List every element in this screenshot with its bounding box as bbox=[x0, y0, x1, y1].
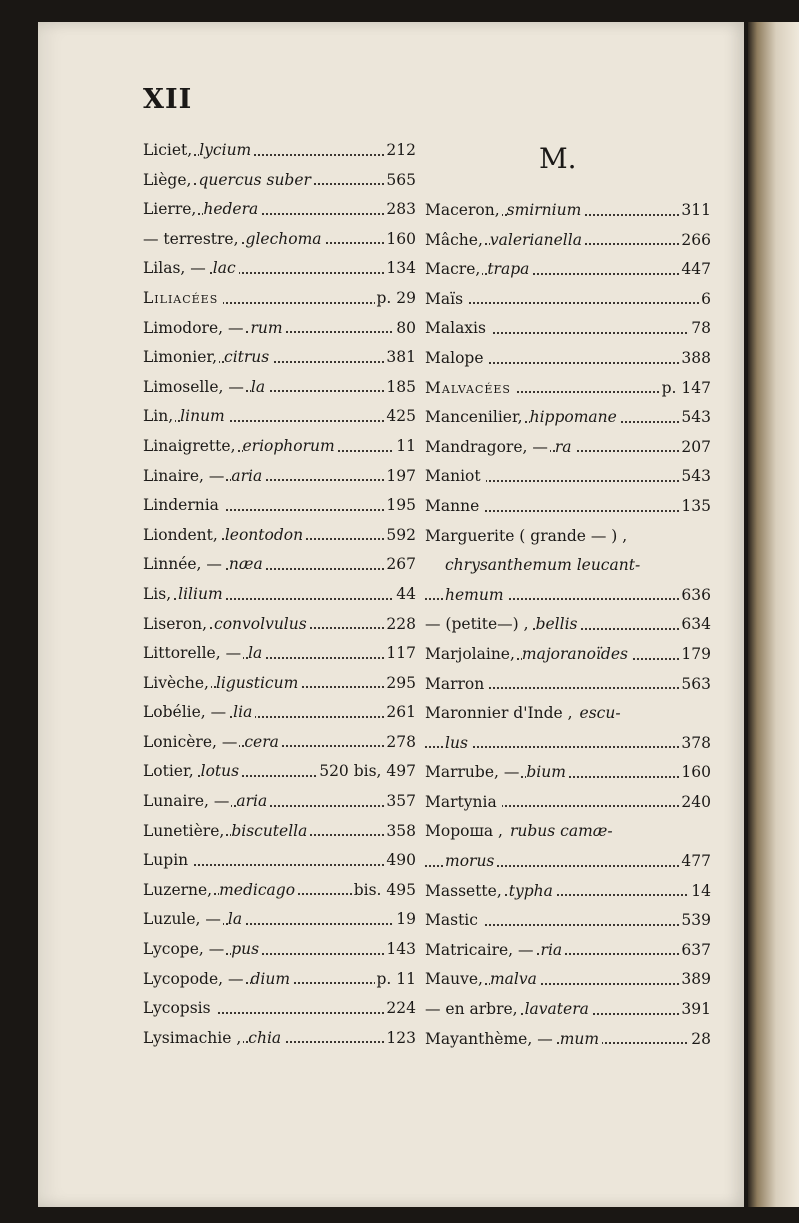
index-entry bbox=[143, 432, 416, 462]
entry-scientific-name: eriophorum bbox=[243, 437, 338, 455]
index-entry bbox=[143, 876, 416, 906]
entry-term: Lobélie, — bbox=[143, 703, 227, 722]
entry-scientific-name: hemum bbox=[445, 586, 507, 604]
entry-scientific-name: lycium bbox=[199, 141, 254, 159]
entry-term: Malaxis bbox=[425, 319, 486, 338]
entry-term: Lotier, bbox=[143, 762, 194, 781]
entry-scientific-name: cera bbox=[244, 733, 282, 751]
entry-term: Lonicère, — bbox=[143, 732, 238, 751]
index-entry bbox=[143, 166, 416, 196]
entry-scientific-name: ligusticum bbox=[216, 674, 301, 692]
entry-scientific-name: valerianella bbox=[490, 231, 585, 249]
entry-page-ref: 135 bbox=[679, 492, 711, 522]
entry-page-ref: 388 bbox=[679, 344, 711, 374]
index-entry bbox=[425, 640, 711, 670]
index-entry bbox=[425, 995, 711, 1025]
entry-page-ref: 447 bbox=[679, 255, 711, 285]
index-entry bbox=[425, 433, 711, 463]
entry-scientific-name: rum bbox=[250, 319, 285, 337]
entry-term: Lycope, — bbox=[143, 940, 225, 959]
index-entry bbox=[425, 610, 711, 640]
index-entry bbox=[143, 639, 416, 669]
entry-term: Lunaire, — bbox=[143, 792, 230, 811]
entry-page-ref: 179 bbox=[679, 640, 711, 670]
index-entry bbox=[143, 373, 416, 403]
entry-page-ref: 28 bbox=[689, 1025, 711, 1055]
index-entry bbox=[143, 994, 416, 1024]
index-entry bbox=[143, 314, 416, 344]
entry-scientific-name: bellis bbox=[536, 615, 581, 633]
entry-term: — (petite—) , bbox=[425, 615, 529, 634]
entry-term: Мороша , bbox=[425, 822, 503, 841]
entry-scientific-name bbox=[486, 349, 489, 367]
index-entry bbox=[143, 1024, 416, 1054]
entry-page-ref: 477 bbox=[679, 847, 711, 877]
index-entry bbox=[425, 699, 711, 729]
entry-term: Lupin bbox=[143, 851, 189, 870]
entry-term: Lycopode, — bbox=[143, 969, 244, 988]
entry-term: Mandragore, — bbox=[425, 437, 548, 456]
entry-page-ref: 425 bbox=[384, 402, 416, 432]
entry-page-ref: 6 bbox=[699, 285, 711, 315]
entry-page-ref: 240 bbox=[679, 788, 711, 818]
entry-page-ref: 19 bbox=[394, 905, 416, 935]
entry-scientific-name: mum bbox=[560, 1030, 602, 1048]
entry-scientific-name: dium bbox=[251, 970, 294, 988]
entry-term: Lis, bbox=[143, 584, 172, 603]
entry-scientific-name: la bbox=[228, 910, 245, 928]
entry-term: Limodore, — bbox=[143, 318, 244, 337]
entry-term: Mauve, bbox=[425, 970, 483, 989]
entry-scientific-name: ria bbox=[541, 941, 566, 959]
entry-term: Littorelle, — bbox=[143, 644, 242, 663]
index-entry bbox=[143, 787, 416, 817]
entry-page-ref: 134 bbox=[384, 254, 416, 284]
entry-term: Marguerite ( grande — ) , bbox=[425, 526, 628, 545]
entry-page-ref: 490 bbox=[384, 846, 416, 876]
index-entry bbox=[425, 255, 711, 285]
index-entry bbox=[425, 729, 711, 759]
entry-scientific-name bbox=[483, 467, 486, 485]
index-entry bbox=[425, 670, 711, 700]
index-entry bbox=[425, 314, 711, 344]
entry-page-ref: 224 bbox=[384, 994, 416, 1024]
entry-scientific-name: lac bbox=[213, 259, 239, 277]
index-entry bbox=[143, 580, 416, 610]
entry-term: Lin, bbox=[143, 407, 174, 426]
entry-term: Linaire, — bbox=[143, 466, 225, 485]
entry-page-ref: 358 bbox=[384, 817, 416, 847]
entry-scientific-name: malva bbox=[490, 970, 540, 988]
entry-scientific-name: lilium bbox=[178, 585, 226, 603]
entry-scientific-name: convolvulus bbox=[214, 615, 310, 633]
entry-term: Liondent, bbox=[143, 525, 218, 544]
entry-scientific-name bbox=[499, 793, 502, 811]
entry-term: Maceron, bbox=[425, 201, 500, 219]
index-entry bbox=[425, 226, 711, 256]
index-entry bbox=[143, 343, 416, 373]
entry-scientific-name: smirnium bbox=[507, 201, 585, 219]
index-entry bbox=[143, 965, 416, 995]
entry-page-ref: 278 bbox=[384, 728, 416, 758]
entry-term: Lierre, bbox=[143, 200, 197, 219]
entry-term: — terrestre, bbox=[143, 229, 239, 248]
entry-scientific-name: aria bbox=[231, 467, 265, 485]
entry-scientific-name: morus bbox=[445, 852, 497, 870]
index-entry bbox=[143, 254, 416, 284]
index-entry bbox=[143, 402, 416, 432]
entry-scientific-name: linum bbox=[180, 407, 228, 425]
index-entry bbox=[425, 344, 711, 374]
entry-page-ref: 44 bbox=[394, 580, 416, 610]
index-entry bbox=[425, 551, 711, 581]
entry-scientific-name: chrysanthemum leucant- bbox=[445, 556, 643, 574]
entry-scientific-name bbox=[486, 675, 489, 693]
index-entry bbox=[425, 758, 711, 788]
entry-term: Liliacées bbox=[143, 288, 219, 307]
entry-scientific-name: aria bbox=[236, 792, 270, 810]
index-entry bbox=[143, 491, 416, 521]
index-entry bbox=[143, 846, 416, 876]
entry-term: Lindernia bbox=[143, 496, 219, 515]
entry-scientific-name: chia bbox=[248, 1029, 284, 1047]
entry-page-ref: 212 bbox=[384, 136, 416, 166]
entry-scientific-name: lotus bbox=[201, 762, 242, 780]
entry-page-ref: p. 11 bbox=[375, 965, 417, 995]
index-entry bbox=[143, 521, 416, 551]
entry-term: Mastic bbox=[425, 911, 478, 930]
entry-scientific-name: hippomane bbox=[530, 408, 620, 426]
index-entry bbox=[425, 877, 711, 907]
entry-scientific-name bbox=[465, 290, 468, 308]
entry-scientific-name: næa bbox=[229, 555, 266, 573]
index-entry bbox=[143, 905, 416, 935]
index-entry bbox=[425, 817, 711, 847]
entry-scientific-name bbox=[480, 911, 483, 929]
entry-page-ref: 207 bbox=[679, 433, 711, 463]
entry-page-ref: 543 bbox=[679, 403, 711, 433]
entry-term: Maïs bbox=[425, 289, 464, 308]
entry-scientific-name: rubus camæ- bbox=[510, 822, 616, 840]
index-entry bbox=[143, 550, 416, 580]
entry-term: Luzule, — bbox=[143, 910, 221, 929]
entry-page-ref: 283 bbox=[384, 195, 416, 225]
entry-term: Marrube, — bbox=[425, 763, 520, 782]
entry-page-ref: 592 bbox=[384, 521, 416, 551]
entry-scientific-name bbox=[190, 851, 193, 869]
entry-page-ref: 228 bbox=[384, 610, 416, 640]
index-column-right bbox=[425, 196, 711, 1054]
entry-term: Malope bbox=[425, 348, 484, 367]
entry-page-ref: 80 bbox=[394, 314, 416, 344]
entry-page-ref: 160 bbox=[679, 758, 711, 788]
entry-term: Linaigrette, bbox=[143, 436, 236, 455]
index-entry bbox=[425, 374, 711, 404]
entry-page-ref: 391 bbox=[679, 995, 711, 1025]
entry-page-ref: 185 bbox=[384, 373, 416, 403]
index-entry bbox=[425, 847, 711, 877]
entry-term: Macre, bbox=[425, 260, 481, 279]
entry-page-ref: 295 bbox=[384, 669, 416, 699]
entry-scientific-name: lia bbox=[233, 703, 255, 721]
entry-scientific-name: pus bbox=[231, 940, 262, 958]
entry-scientific-name bbox=[513, 379, 516, 397]
index-entry bbox=[143, 284, 416, 314]
entry-scientific-name: escu- bbox=[580, 704, 624, 722]
entry-term: Maronnier d'Inde , bbox=[425, 704, 573, 723]
entry-page-ref: 543 bbox=[679, 462, 711, 492]
entry-scientific-name: ra bbox=[555, 438, 575, 456]
entry-page-ref: 266 bbox=[679, 226, 711, 256]
index-entry bbox=[425, 788, 711, 818]
index-entry bbox=[425, 1025, 711, 1055]
index-entry bbox=[143, 225, 416, 255]
index-entry bbox=[425, 196, 711, 226]
entry-scientific-name: biscutella bbox=[231, 822, 310, 840]
section-heading-m: M. bbox=[539, 142, 577, 175]
entry-page-ref: 117 bbox=[384, 639, 416, 669]
entry-page-ref: 78 bbox=[689, 314, 711, 344]
entry-page-ref: 378 bbox=[679, 729, 711, 759]
index-entry bbox=[143, 757, 416, 787]
entry-term: Mancenilier, bbox=[425, 408, 523, 427]
entry-term: Mayanthème, — bbox=[425, 1029, 553, 1048]
index-entry bbox=[143, 935, 416, 965]
entry-page-ref: bis. 495 bbox=[352, 876, 416, 906]
entry-term: Linnée, — bbox=[143, 555, 222, 574]
entry-term: Liciet, bbox=[143, 141, 193, 159]
entry-scientific-name bbox=[221, 496, 224, 514]
index-entry bbox=[143, 669, 416, 699]
entry-scientific-name: glechoma bbox=[246, 230, 325, 248]
entry-page-ref: 539 bbox=[679, 906, 711, 936]
entry-page-ref: 565 bbox=[384, 166, 416, 196]
entry-page-ref: 636 bbox=[679, 581, 711, 611]
entry-page-ref: 160 bbox=[384, 225, 416, 255]
entry-term: Limoselle, — bbox=[143, 377, 244, 396]
index-entry bbox=[425, 403, 711, 433]
entry-term: Limonier, bbox=[143, 348, 218, 367]
entry-page-ref: 14 bbox=[689, 877, 711, 907]
index-entry bbox=[425, 936, 711, 966]
index-entry bbox=[425, 285, 711, 315]
entry-page-ref: 143 bbox=[384, 935, 416, 965]
entry-page-ref: p. 147 bbox=[660, 374, 711, 404]
index-entry bbox=[143, 462, 416, 492]
entry-page-ref: 197 bbox=[384, 462, 416, 492]
entry-term: Lunetière, bbox=[143, 821, 225, 840]
index-entry bbox=[425, 581, 711, 611]
index-entry bbox=[143, 195, 416, 225]
entry-term: Marron bbox=[425, 674, 485, 693]
entry-term: Lilas, — bbox=[143, 259, 206, 278]
entry-scientific-name: lus bbox=[445, 734, 471, 752]
entry-term: Lycopsis bbox=[143, 999, 211, 1018]
index-entry bbox=[425, 906, 711, 936]
entry-page-ref: p. 29 bbox=[375, 284, 417, 314]
entry-term: Manne bbox=[425, 496, 480, 515]
entry-page-ref: 637 bbox=[679, 936, 711, 966]
index-entry bbox=[143, 610, 416, 640]
entry-scientific-name bbox=[220, 289, 223, 307]
entry-term: Massette, bbox=[425, 881, 502, 900]
entry-page-ref: 563 bbox=[679, 670, 711, 700]
index-entry bbox=[143, 136, 416, 166]
entry-scientific-name bbox=[629, 527, 632, 545]
entry-page-ref: 195 bbox=[384, 491, 416, 521]
entry-term: Martynia bbox=[425, 792, 497, 811]
entry-scientific-name: la bbox=[251, 378, 268, 396]
entry-page-ref: 267 bbox=[384, 550, 416, 580]
index-entry bbox=[143, 728, 416, 758]
page-number: XII bbox=[143, 84, 193, 115]
entry-scientific-name bbox=[213, 999, 216, 1017]
entry-page-ref: 123 bbox=[384, 1024, 416, 1054]
entry-term: Matricaire, — bbox=[425, 940, 534, 959]
entry-term: Mâche, bbox=[425, 230, 483, 249]
entry-scientific-name: trapa bbox=[487, 260, 532, 278]
entry-page-ref: 634 bbox=[679, 610, 711, 640]
entry-scientific-name: medicago bbox=[219, 881, 298, 899]
next-page-edge bbox=[748, 22, 799, 1207]
index-entry bbox=[143, 817, 416, 847]
entry-term: Liseron, bbox=[143, 614, 208, 633]
entry-scientific-name bbox=[488, 319, 491, 337]
index-column-left bbox=[143, 136, 416, 1053]
entry-scientific-name: hedera bbox=[203, 200, 261, 218]
entry-scientific-name bbox=[481, 497, 484, 515]
entry-term: Liège, bbox=[143, 170, 192, 189]
index-entry bbox=[425, 965, 711, 995]
entry-page-ref: 11 bbox=[394, 432, 416, 462]
entry-scientific-name: lavatera bbox=[525, 1000, 592, 1018]
entry-scientific-name: bium bbox=[526, 763, 569, 781]
entry-term: Luzerne, bbox=[143, 880, 213, 899]
entry-scientific-name: la bbox=[248, 644, 265, 662]
entry-term: Malvacées bbox=[425, 378, 511, 397]
entry-page-ref: 261 bbox=[384, 698, 416, 728]
entry-page-ref: 381 bbox=[384, 343, 416, 373]
entry-page-ref: 520 bis, 497 bbox=[317, 757, 416, 787]
entry-scientific-name: leontodon bbox=[225, 526, 306, 544]
entry-page-ref: 389 bbox=[679, 965, 711, 995]
entry-scientific-name: typha bbox=[509, 882, 556, 900]
entry-term: — en arbre, bbox=[425, 1000, 518, 1019]
entry-term: Maniot bbox=[425, 467, 481, 486]
entry-term: Lysimachie , bbox=[143, 1028, 242, 1047]
index-entry bbox=[425, 492, 711, 522]
entry-scientific-name: majoranoïdes bbox=[522, 645, 631, 663]
index-entry bbox=[425, 522, 711, 552]
entry-term: Livèche, bbox=[143, 673, 209, 692]
index-entry bbox=[425, 462, 711, 492]
entry-page-ref: 357 bbox=[384, 787, 416, 817]
entry-term: Marjolaine, bbox=[425, 644, 515, 663]
entry-page-ref: 311 bbox=[679, 196, 711, 226]
entry-scientific-name: quercus suber bbox=[198, 171, 313, 189]
entry-scientific-name: citrus bbox=[224, 348, 272, 366]
index-entry bbox=[143, 698, 416, 728]
